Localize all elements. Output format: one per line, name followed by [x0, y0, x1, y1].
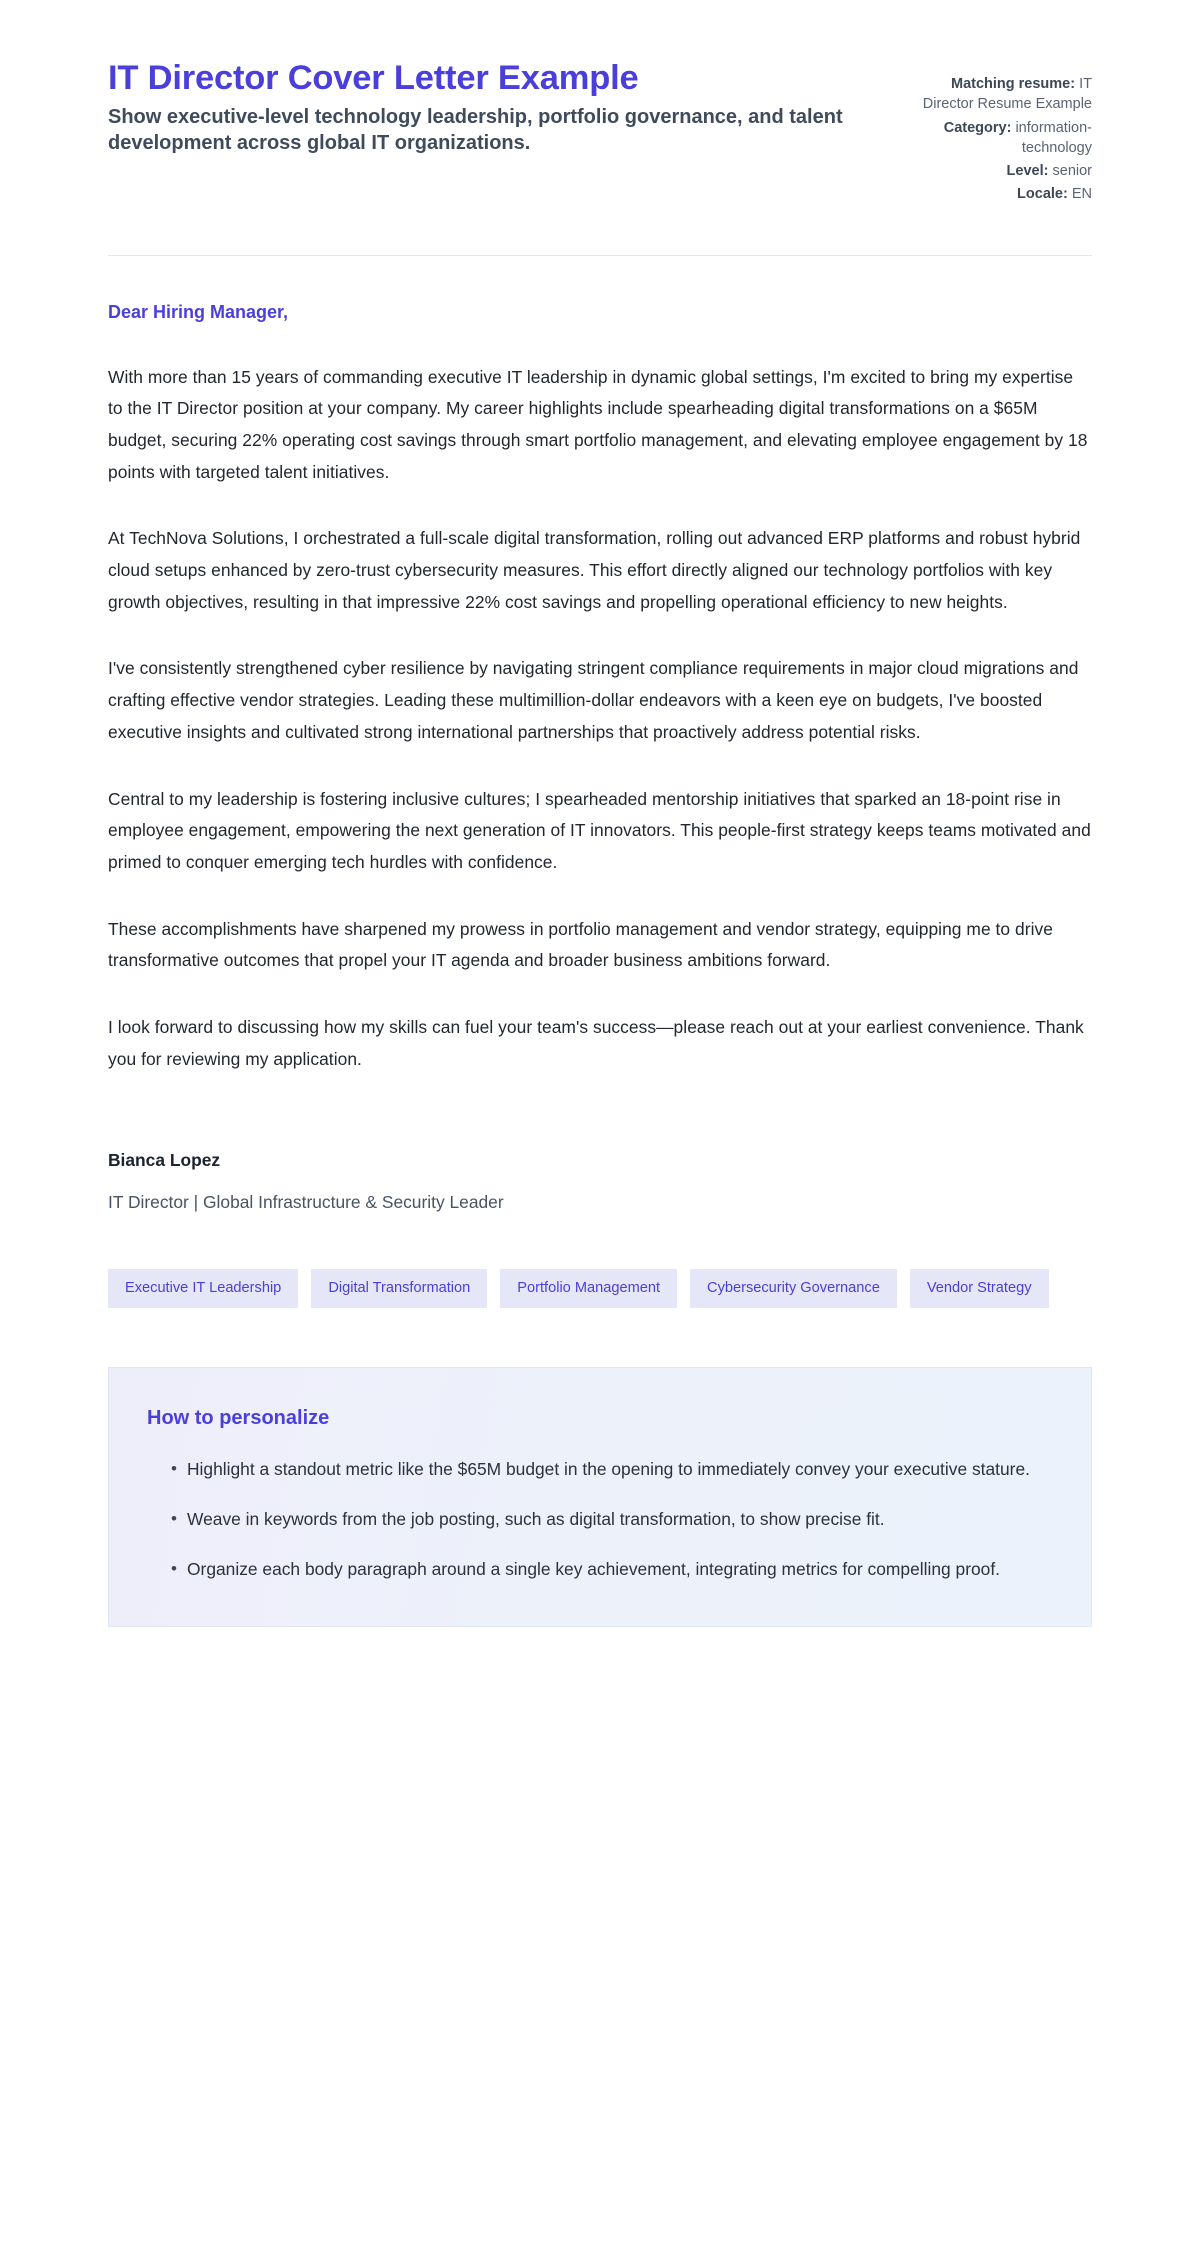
page-subtitle: Show executive-level technology leadership, portfolio governance, and talent development across global IT organizations. [108, 106, 843, 155]
meta-category-value: information-technology [1015, 119, 1092, 156]
skill-tag[interactable]: Cybersecurity Governance [690, 1269, 897, 1309]
letter-paragraph: I've consistently strengthened cyber resilience by navigating stringent compliance requirements in major cloud migrations and crafting effective vendor strategies. Leading these multimillion-dollar endeavors with a keen eye on budgets, I've boosted executive insights and cultivated strong international partnerships that proactively address potential risks. [108, 658, 1079, 742]
signature-name: Bianca Lopez [108, 1150, 221, 1171]
how-to-personalize-panel [108, 1367, 1092, 1626]
meta-level-label: Level: [1006, 163, 1049, 180]
personalize-tip: • Highlight a standout metric like the $65M budget in the opening to immediately convey your executive stature. [171, 1454, 1053, 1486]
skill-tag[interactable]: Executive IT Leadership [108, 1269, 298, 1309]
letter-paragraphs [108, 362, 1092, 1075]
cover-letter-body [108, 256, 1092, 1075]
meta-matching-resume-value: IT Director Resume Example [922, 76, 1092, 113]
letter-paragraph: With more than 15 years of commanding executive IT leadership in dynamic global settings, I'm excited to bring my expertise to the IT Director position at your company. My career highlights include spearheading digital transformations on a $65M budget, securing 22% operating cost savings through smart portfolio management, and elevating employee engagement by 18 points with targeted talent initiatives. [108, 366, 1088, 482]
letter-paragraph: Central to my leadership is fostering inclusive cultures; I spearheaded mentorship initiatives that sparked an 18-point rise in employee engagement, empowering the next generation of IT innovators. This people-first strategy keeps teams motivated and primed to conquer emerging tech hurdles with confidence. [108, 788, 1091, 872]
skill-tag[interactable]: Portfolio Management [500, 1269, 677, 1309]
signature-block [108, 1147, 1092, 1217]
personalize-tip-list [147, 1454, 1053, 1585]
letter-paragraph: At TechNova Solutions, I orchestrated a full-scale digital transformation, rolling out advanced ERP platforms and robust hybrid cloud setups enhanced by zero-trust cybersecurity measures. This effort directly aligned our technology portfolios with key growth objectives, resulting in that impressive 22% cost savings and propelling operational efficiency to new heights. [108, 528, 1081, 612]
header-title-block [108, 58, 886, 156]
document-metadata [920, 58, 1092, 208]
meta-locale-value: EN [1071, 186, 1092, 203]
meta-matching-resume-label: Matching resume: [950, 76, 1076, 92]
meta-locale [920, 184, 1092, 204]
meta-matching-resume [920, 74, 1092, 115]
meta-level-value: senior [1052, 163, 1092, 180]
letter-paragraph: I look forward to discussing how my skills can fuel your team's success—please reach out at your earliest convenience. Thank you for reviewing my application. [108, 1016, 1084, 1069]
document-header [108, 0, 1092, 208]
personalize-heading: How to personalize [147, 1407, 330, 1430]
meta-category [920, 118, 1092, 159]
personalize-tip: • Organize each body paragraph around a single key achievement, integrating metrics for compelling proof. [171, 1554, 1053, 1586]
letter-paragraph: These accomplishments have sharpened my prowess in portfolio management and vendor strategy, equipping me to drive transformative outcomes that propel your IT agenda and broader business ambitions forward. [108, 918, 1053, 971]
skill-tag[interactable]: Digital Transformation [311, 1269, 487, 1309]
skill-tag[interactable]: Vendor Strategy [910, 1269, 1049, 1309]
salutation: Dear Hiring Manager, [108, 301, 289, 322]
meta-category-label: Category: [943, 119, 1012, 136]
skill-tag-list [108, 1269, 1092, 1309]
signature-title: IT Director | Global Infrastructure & Security Leader [108, 1192, 504, 1213]
meta-level [920, 161, 1092, 181]
meta-locale-label: Locale: [1017, 186, 1068, 203]
page-title: IT Director Cover Letter Example [108, 59, 639, 97]
personalize-tip: • Weave in keywords from the job posting, such as digital transformation, to show precise fit. [171, 1504, 1053, 1536]
